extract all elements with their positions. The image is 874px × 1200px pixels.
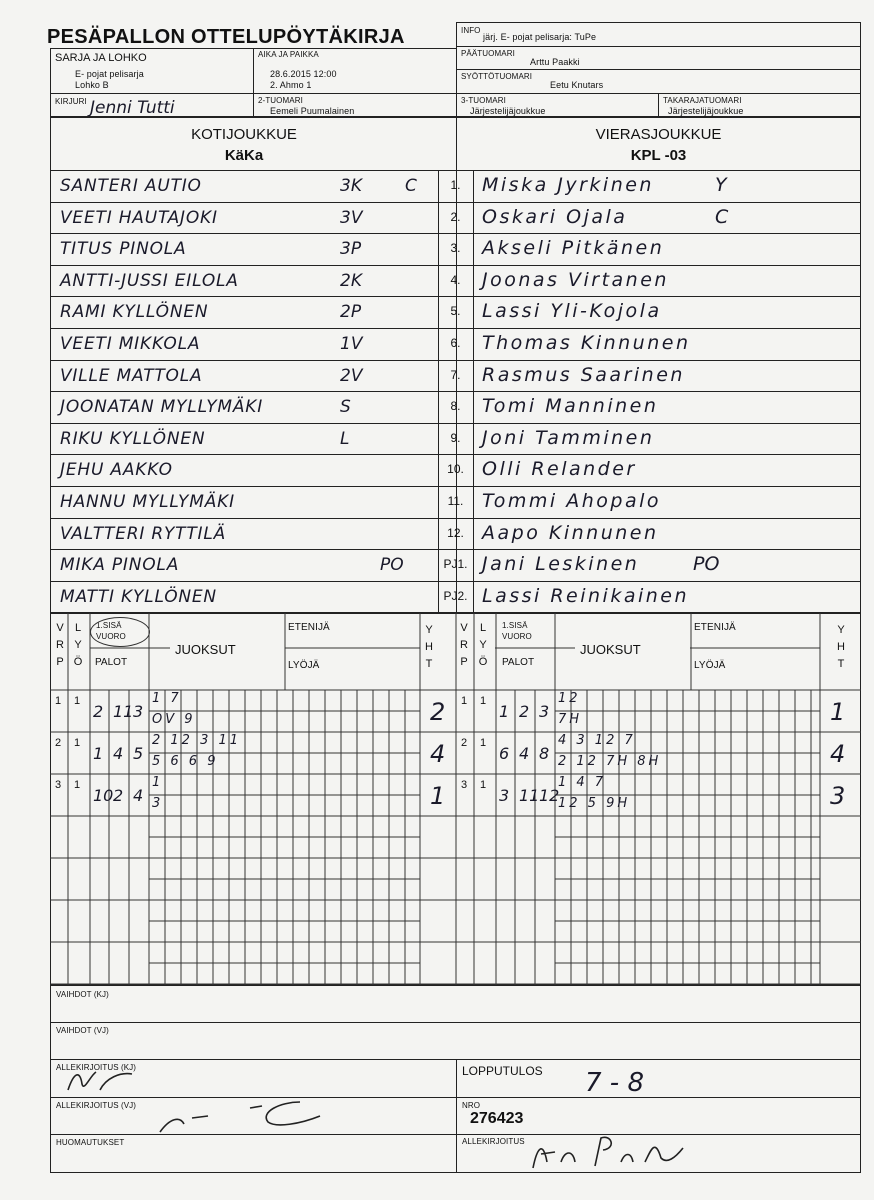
home-sisa-header: 1.SISÄ VUORO <box>96 621 126 641</box>
away-player-name: Oskari Ojala <box>482 205 628 228</box>
away-inning-total: 1 <box>830 698 846 726</box>
player-number: 3. <box>450 241 461 256</box>
player-number: 10. <box>447 462 464 477</box>
home-player-position: 3V <box>340 207 363 228</box>
away-lyoja-header: LYÖJÄ <box>694 660 726 671</box>
away-v-header: V R P <box>460 622 468 668</box>
away-palo: 6 <box>499 744 510 763</box>
away-inning-number: 1 <box>461 695 468 707</box>
away-player-name: Miska Jyrkinen <box>482 174 654 196</box>
away-player-name: Olli Relander <box>482 458 637 481</box>
home-player-position: 1V <box>340 334 363 354</box>
home-team-name: KäKa <box>224 147 264 164</box>
home-player-name: TITUS PINOLA <box>60 239 187 260</box>
player-number: 8. <box>450 399 461 414</box>
home-runs-bottom: OV 9 <box>152 712 196 727</box>
player-number: PJ1. <box>443 557 468 572</box>
vaihdot-kj-label: VAIHDOT (KJ) <box>56 990 109 999</box>
home-inning-number: 1 <box>55 695 62 707</box>
player-number: 9. <box>450 430 461 445</box>
home-inning-l: 1 <box>74 737 81 749</box>
away-player-name: Akseli Pitkänen <box>482 237 665 260</box>
takaraja-label: TAKARAJATUOMARI <box>663 96 742 105</box>
away-player-note: C <box>715 205 729 228</box>
vj-signature <box>130 1098 360 1134</box>
home-juoksut-header: JUOKSUT <box>175 642 236 657</box>
home-player-name: VALTTERI RYTTILÄ <box>60 523 227 544</box>
lopputulos-value: 7 - 8 <box>585 1068 644 1098</box>
away-runs-bottom: 12 5 9H <box>558 796 631 811</box>
kirjuri-label: KIRJURI <box>55 97 87 106</box>
home-palo: 3 <box>133 702 144 721</box>
info-label: INFO <box>461 26 481 35</box>
away-inning-l: 1 <box>480 737 487 749</box>
away-runs-bottom: 7H <box>558 712 583 727</box>
home-player-name: MATTI KYLLÖNEN <box>60 586 217 607</box>
paatuomari-value: Arttu Paakki <box>530 57 580 67</box>
home-player-position: S <box>340 397 351 418</box>
home-player-name: JEHU AAKKO <box>60 460 173 481</box>
tuomari2-label: 2-TUOMARI <box>258 96 303 105</box>
huomautukset-label: HUOMAUTUKSET <box>56 1138 125 1147</box>
away-inning-number: 2 <box>461 737 468 749</box>
syottotuomari-value: Eetu Knutars <box>550 80 604 90</box>
player-number: 11. <box>447 494 464 508</box>
away-inning-total: 3 <box>830 782 846 810</box>
vaihdot-vj-label: VAIHDOT (VJ) <box>56 1026 109 1035</box>
allekirjoitus-label: ALLEKIRJOITUS <box>462 1137 525 1146</box>
home-runs-top: 2 12 3 11 <box>152 733 242 748</box>
home-player-position: 3K <box>340 176 362 196</box>
home-player-position: 2K <box>340 270 362 291</box>
lohko-value: Lohko B <box>75 80 109 90</box>
player-number: 5. <box>450 304 461 319</box>
nro-value: 276423 <box>470 1110 524 1127</box>
tuomari3-label: 3-TUOMARI <box>461 96 506 105</box>
away-palot-header: PALOT <box>502 657 535 668</box>
away-l-header: L Y Ö <box>478 622 488 668</box>
home-team-label: KOTIJOUKKUE <box>191 126 297 143</box>
home-inning-total: 1 <box>430 782 446 810</box>
allekirjoitus-vj-label: ALLEKIRJOITUS (VJ) <box>56 1101 137 1110</box>
away-player-name: Joonas Virtanen <box>482 268 669 291</box>
player-number: 1. <box>450 178 461 192</box>
player-number: 4. <box>450 272 461 287</box>
lopputulos-label: LOPPUTULOS <box>462 1064 543 1078</box>
away-player-name: Lassi Reinikainen <box>482 584 690 607</box>
player-number: 2. <box>450 209 461 224</box>
home-palo: 1 <box>93 744 104 763</box>
home-v-header: V R P <box>56 622 64 668</box>
home-player-name: VEETI HAUTAJOKI <box>60 207 218 228</box>
paikka-value: 2. Ahmo 1 <box>270 80 312 90</box>
home-palot-header: PALOT <box>95 657 128 668</box>
home-runs-top: 1 <box>152 775 164 790</box>
sarja-value: E- pojat pelisarja <box>75 69 144 79</box>
home-player-name: RAMI KYLLÖNEN <box>60 302 209 323</box>
player-number: 12. <box>447 525 464 540</box>
away-palo: 8 <box>539 744 550 763</box>
home-palo: 4 <box>133 786 144 805</box>
home-player-note: PO <box>380 555 404 576</box>
away-palo: 12 <box>539 786 560 805</box>
kj-signature <box>60 1064 160 1096</box>
home-inning-number: 2 <box>55 737 62 749</box>
allekirjoitus-kj-label: ALLEKIRJOITUS (KJ) <box>56 1063 137 1072</box>
away-player-name: Joni Tamminen <box>482 426 655 449</box>
away-player-note: Y <box>715 174 727 196</box>
home-runs-top: 1 7 <box>152 691 182 706</box>
away-player-name: Lassi Yli-Kojola <box>482 300 662 323</box>
away-juoksut-header: JUOKSUT <box>580 642 641 657</box>
nro-label: NRO <box>462 1101 481 1110</box>
away-player-name: Tommi Ahopalo <box>482 490 661 512</box>
home-player-name: ANTTI-JUSSI EILOLA <box>60 270 239 291</box>
away-runs-top: 4 3 12 7 <box>558 733 636 748</box>
home-player-name: HANNU MYLLYMÄKI <box>60 492 235 512</box>
away-etenija-header: ETENIJÄ <box>694 622 736 633</box>
away-player-name: Tomi Manninen <box>482 395 659 418</box>
kirjuri-signature: Jenni Tutti <box>90 98 175 118</box>
away-palo: 2 <box>519 702 530 721</box>
away-palo: 3 <box>499 786 510 805</box>
home-player-name: SANTERI AUTIO <box>60 176 202 196</box>
player-number: 7. <box>450 367 461 382</box>
tuomari2-value: Eemeli Puumalainen <box>270 106 355 116</box>
away-palo: 1 <box>499 702 510 721</box>
away-runs-top: 12 <box>558 691 581 706</box>
home-runs-bottom: 3 <box>152 796 164 811</box>
sarja-label: SARJA JA LOHKO <box>55 52 147 64</box>
home-inning-number: 3 <box>55 779 62 791</box>
home-player-name: VILLE MATTOLA <box>60 365 203 386</box>
home-player-position: 3P <box>340 239 362 260</box>
away-yht-header: Y H T <box>837 624 845 670</box>
away-player-name: Jani Leskinen <box>482 553 640 576</box>
home-inning-total: 4 <box>430 740 446 768</box>
home-player-name: JOONATAN MYLLYMÄKI <box>60 397 264 418</box>
away-player-name: Thomas Kinnunen <box>482 332 691 354</box>
form-title: PESÄPALLON OTTELUPÖYTÄKIRJA <box>47 26 405 48</box>
home-inning-l: 1 <box>74 779 81 791</box>
away-inning-total: 4 <box>830 740 846 768</box>
home-lyoja-header: LYÖJÄ <box>288 660 320 671</box>
home-player-name: VEETI MIKKOLA <box>60 334 201 354</box>
home-palo: 10 <box>93 786 114 805</box>
home-player-name: RIKU KYLLÖNEN <box>60 428 206 449</box>
home-etenija-header: ETENIJÄ <box>288 622 330 633</box>
away-player-name: Aapo Kinnunen <box>482 521 659 544</box>
home-yht-header: Y H T <box>425 624 433 670</box>
player-number: PJ2. <box>443 588 468 603</box>
home-player-note: C <box>405 176 417 196</box>
player-number: 6. <box>450 336 461 350</box>
home-runs-bottom: 5 6 6 9 <box>152 754 219 769</box>
home-palo: 2 <box>93 702 104 721</box>
home-palo: 4 <box>113 744 124 763</box>
away-inning-number: 3 <box>461 779 468 791</box>
home-palo: 5 <box>133 744 144 763</box>
home-player-position: L <box>340 428 350 449</box>
home-player-name: MIKA PINOLA <box>60 555 180 576</box>
away-inning-l: 1 <box>480 695 487 707</box>
home-inning-total: 2 <box>430 698 446 726</box>
away-sisa-header: 1.SISÄ VUORO <box>502 621 532 641</box>
allekirjoitus-signature <box>525 1128 705 1172</box>
away-team-name: KPL -03 <box>630 147 687 164</box>
away-palo: 4 <box>519 744 530 763</box>
aika-value: 28.6.2015 12:00 <box>270 69 337 79</box>
takaraja-value: Järjestelijäjoukkue <box>668 106 744 116</box>
home-palo: 2 <box>113 786 124 805</box>
aika-label: AIKA JA PAIKKA <box>258 50 319 59</box>
home-player-position: 2P <box>340 302 362 323</box>
tuomari3-value: Järjestelijäjoukkue <box>470 106 546 116</box>
away-palo: 3 <box>539 702 550 721</box>
away-runs-top: 1 4 7 <box>558 775 607 790</box>
away-runs-bottom: 2 12 7H 8H <box>558 754 662 769</box>
away-inning-l: 1 <box>480 779 487 791</box>
away-player-note: PO <box>693 553 720 576</box>
home-inning-l: 1 <box>74 695 81 707</box>
home-l-header: L Y Ö <box>73 622 83 668</box>
away-palo: 11 <box>519 786 540 805</box>
home-sisa-circle <box>90 617 150 647</box>
away-player-name: Rasmus Saarinen <box>482 363 685 386</box>
syottotuomari-label: SYÖTTÖTUOMARI <box>461 72 533 81</box>
home-palo: 11 <box>113 702 134 721</box>
away-team-label: VIERASJOUKKUE <box>595 126 722 143</box>
paatuomari-label: PÄÄTUOMARI <box>461 49 515 58</box>
info-value: järj. E- pojat pelisarja: TuPe <box>483 32 597 42</box>
home-player-position: 2V <box>340 365 363 386</box>
